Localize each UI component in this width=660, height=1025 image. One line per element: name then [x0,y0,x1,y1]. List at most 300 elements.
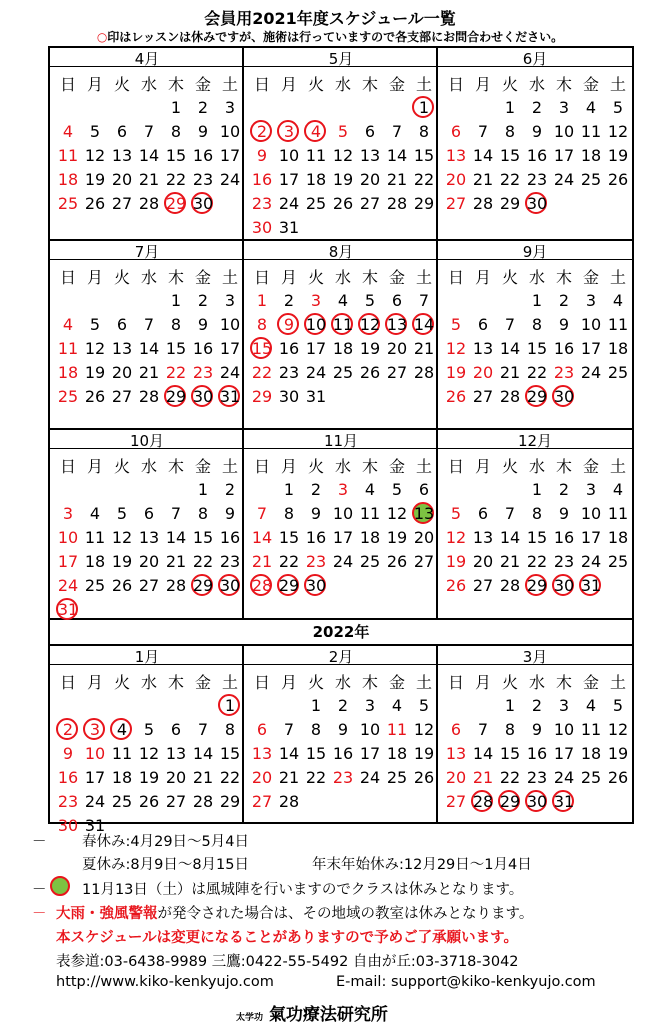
day-cell [189,385,217,409]
day-number: 27 [472,576,494,595]
day-number: 3 [585,291,597,310]
day-cell [54,718,82,742]
day-cell [604,694,632,718]
day-number: 10 [57,528,79,547]
day-number: 1 [531,291,543,310]
day-cell [550,718,578,742]
day-number: 12 [138,744,160,763]
day-number: 30 [553,387,575,406]
day-number: 6 [116,315,128,334]
day-cell [216,337,244,361]
day-number: 18 [359,528,381,547]
day-cell [604,502,632,526]
day-number: 16 [57,768,79,787]
day-cell [275,361,303,385]
day-cell [469,526,497,550]
day-number: 14 [472,744,494,763]
day-number: 7 [477,720,489,739]
day-cell [135,192,163,216]
weekday-label: 金 [388,457,405,476]
day-cell [329,502,357,526]
day-cell [81,766,109,790]
day-number: 31 [305,387,327,406]
day-number: 18 [580,146,602,165]
day-cell [81,385,109,409]
day-number: 20 [138,552,160,571]
day-cell [410,120,438,144]
day-number: 29 [278,576,300,595]
day-number: 4 [612,291,624,310]
day-number: 14 [138,339,160,358]
day-number: 17 [57,552,79,571]
day-cell [356,526,384,550]
day-cell [135,337,163,361]
day-number: 2 [337,696,349,715]
day-cell [162,550,190,574]
day-cell [496,742,524,766]
day-cell [604,337,632,361]
day-cell [135,385,163,409]
day-cell [383,502,411,526]
day-number: 28 [138,387,160,406]
day-cell [162,289,190,313]
day-cell [442,790,470,814]
day-cell [248,790,276,814]
day-number: 15 [165,146,187,165]
logo: 太学功 氣功療法研究所 [236,1005,388,1025]
day-number: 25 [111,792,133,811]
day-cell [162,120,190,144]
weekday-label: 月 [280,268,297,287]
day-number: 27 [138,576,160,595]
day-cell [108,120,136,144]
day-cell [189,313,217,337]
day-cell [383,120,411,144]
day-number: 7 [143,122,155,141]
weekday-label: 日 [447,268,464,287]
day-number: 5 [116,504,128,523]
day-number: 6 [477,315,489,334]
day-number: 11 [607,504,629,523]
weekday-label: 木 [361,75,378,94]
day-number: 29 [526,576,548,595]
day-cell [135,168,163,192]
day-cell [275,550,303,574]
weekday-label: 月 [86,75,103,94]
day-number: 17 [580,339,602,358]
day-cell [302,550,330,574]
day-number: 20 [165,768,187,787]
day-cell [54,144,82,168]
day-number: 9 [256,146,268,165]
year-label-2022: 2022年 [312,623,370,641]
day-cell [275,385,303,409]
day-cell [356,718,384,742]
day-cell [577,289,605,313]
day-number: 28 [165,576,187,595]
day-number: 13 [445,146,467,165]
day-number: 5 [450,504,462,523]
day-number: 14 [386,146,408,165]
day-cell [604,120,632,144]
day-cell [469,790,497,814]
day-number: 13 [472,528,494,547]
day-cell [81,502,109,526]
circle-mark-icon: ○ [96,30,108,44]
day-cell [550,574,578,598]
day-number: 17 [553,146,575,165]
day-cell [410,766,438,790]
day-number: 12 [607,122,629,141]
summer-break: 夏休み:8月9日～8月15日 [82,857,250,873]
day-number: 14 [138,146,160,165]
day-number: 12 [84,339,106,358]
day-number: 10 [553,122,575,141]
day-cell [383,718,411,742]
day-number: 14 [499,339,521,358]
day-number: 14 [413,315,435,334]
day-cell [162,718,190,742]
day-cell [189,742,217,766]
day-number: 16 [526,146,548,165]
day-number: 22 [251,363,273,382]
weekday-label: 月 [280,673,297,692]
weekday-label: 土 [609,457,626,476]
day-number: 29 [499,792,521,811]
dash-3: － [32,906,47,922]
day-cell [356,502,384,526]
day-cell [248,550,276,574]
day-cell [469,361,497,385]
day-cell [383,313,411,337]
day-cell [469,313,497,337]
weekday-label: 土 [415,268,432,287]
day-number: 14 [472,146,494,165]
day-cell [356,192,384,216]
day-cell [81,574,109,598]
month-label: 8月 [328,243,354,261]
day-number: 11 [359,504,381,523]
day-number: 30 [526,194,548,213]
day-number: 14 [192,744,214,763]
day-number: 17 [84,768,106,787]
day-cell [54,526,82,550]
day-number: 28 [192,792,214,811]
day-number: 20 [359,170,381,189]
day-number: 8 [310,720,322,739]
day-number: 3 [337,480,349,499]
day-cell [248,385,276,409]
day-cell [523,144,551,168]
weekday-label: 土 [415,75,432,94]
day-cell [410,313,438,337]
day-cell [442,144,470,168]
day-number: 8 [504,122,516,141]
day-number: 17 [278,170,300,189]
day-number: 4 [310,122,322,141]
day-number: 14 [165,528,187,547]
day-number: 31 [219,387,241,406]
day-number: 9 [531,720,543,739]
day-number: 15 [251,339,273,358]
day-cell [216,144,244,168]
day-cell [577,96,605,120]
day-number: 1 [418,98,430,117]
day-cell [135,742,163,766]
day-cell [302,361,330,385]
day-number: 26 [445,387,467,406]
day-cell [81,144,109,168]
day-number: 23 [332,768,354,787]
day-cell [550,289,578,313]
month-label: 6月 [522,50,548,68]
weekday-label: 水 [334,268,351,287]
day-number: 7 [170,504,182,523]
day-number: 17 [553,744,575,763]
day-cell [523,526,551,550]
day-number: 23 [526,170,548,189]
day-cell [248,526,276,550]
day-cell [54,120,82,144]
day-number: 22 [526,363,548,382]
day-number: 10 [332,504,354,523]
month-label: 7月 [134,243,160,261]
day-cell [81,120,109,144]
day-cell [577,120,605,144]
day-cell [189,361,217,385]
day-cell [383,289,411,313]
day-number: 19 [84,170,106,189]
day-cell [275,168,303,192]
day-number: 7 [197,720,209,739]
day-number: 24 [57,576,79,595]
weekday-label: 金 [582,268,599,287]
day-cell [108,385,136,409]
day-cell [135,502,163,526]
day-cell [496,550,524,574]
day-cell [275,502,303,526]
day-cell [469,550,497,574]
day-cell [135,144,163,168]
day-cell [248,502,276,526]
day-cell [162,574,190,598]
day-cell [216,550,244,574]
day-number: 30 [526,792,548,811]
day-cell [329,144,357,168]
day-number: 2 [531,696,543,715]
day-number: 9 [310,504,322,523]
weekday-label: 土 [609,75,626,94]
day-number: 4 [337,291,349,310]
weekday-label: 火 [113,673,130,692]
day-cell [383,337,411,361]
day-number: 10 [219,315,241,334]
day-number: 1 [504,98,516,117]
day-cell [54,742,82,766]
day-cell [275,526,303,550]
day-cell [550,766,578,790]
day-cell [189,526,217,550]
weekday-label: 木 [167,457,184,476]
month-label: 2月 [328,648,354,666]
day-cell [54,337,82,361]
day-cell [577,144,605,168]
weekday-label: 日 [447,673,464,692]
weekday-label: 金 [388,75,405,94]
day-cell [469,120,497,144]
day-number: 24 [278,194,300,213]
day-cell [410,550,438,574]
day-number: 17 [359,744,381,763]
weekday-label: 土 [221,75,238,94]
day-number: 16 [553,528,575,547]
day-cell [356,168,384,192]
day-cell [108,718,136,742]
day-number: 13 [251,744,273,763]
day-cell [189,192,217,216]
day-cell [275,478,303,502]
day-cell [189,120,217,144]
day-number: 11 [111,744,133,763]
day-number: 15 [165,339,187,358]
day-cell [302,718,330,742]
month-label: 3月 [522,648,548,666]
day-number: 23 [305,552,327,571]
day-number: 23 [251,194,273,213]
weekday-label: 水 [334,75,351,94]
weekday-label: 火 [113,268,130,287]
day-number: 2 [62,720,74,739]
day-number: 8 [504,720,516,739]
day-number: 21 [472,768,494,787]
day-cell [275,790,303,814]
day-cell [302,502,330,526]
day-cell [469,718,497,742]
weekday-label: 火 [501,457,518,476]
day-number: 27 [251,792,273,811]
day-cell [189,502,217,526]
email-link[interactable]: E-mail: support@kiko-kenkyujo.com [336,974,596,990]
day-number: 6 [143,504,155,523]
day-number: 5 [612,98,624,117]
day-cell [329,742,357,766]
day-cell [329,694,357,718]
day-number: 20 [386,339,408,358]
day-number: 13 [445,744,467,763]
day-number: 8 [256,315,268,334]
day-cell [383,550,411,574]
day-cell [54,814,82,838]
day-cell [356,144,384,168]
website-link[interactable]: http://www.kiko-kenkyujo.com [56,974,274,990]
day-number: 3 [62,504,74,523]
day-number: 18 [332,339,354,358]
day-cell [523,289,551,313]
day-cell [135,313,163,337]
day-number: 24 [305,363,327,382]
day-cell [189,790,217,814]
weekday-label: 水 [140,457,157,476]
weekday-label: 月 [280,75,297,94]
day-cell [135,574,163,598]
day-number: 4 [391,696,403,715]
day-cell [410,718,438,742]
day-number: 22 [278,552,300,571]
day-number: 20 [472,363,494,382]
weekday-label: 月 [474,673,491,692]
day-number: 13 [165,744,187,763]
storm-bold: 大雨・強風警報 [56,906,158,922]
year-divider-top [50,618,632,620]
day-number: 1 [531,480,543,499]
day-cell [469,144,497,168]
day-number: 28 [499,387,521,406]
day-cell [135,361,163,385]
day-cell [577,478,605,502]
day-cell [442,718,470,742]
day-number: 11 [305,146,327,165]
month-label: 4月 [134,50,160,68]
day-cell [162,742,190,766]
day-number: 21 [192,768,214,787]
day-cell [81,790,109,814]
weekday-label: 日 [59,268,76,287]
day-cell [302,337,330,361]
day-number: 18 [580,744,602,763]
day-cell [189,168,217,192]
day-cell [135,550,163,574]
day-number: 26 [445,576,467,595]
day-number: 5 [450,315,462,334]
day-number: 11 [84,528,106,547]
day-number: 21 [138,363,160,382]
day-cell [135,526,163,550]
day-cell [496,574,524,598]
day-number: 11 [332,315,354,334]
day-number: 19 [138,768,160,787]
weekday-label: 日 [59,457,76,476]
day-number: 24 [219,170,241,189]
day-number: 18 [607,528,629,547]
day-cell [81,337,109,361]
day-number: 9 [62,744,74,763]
day-number: 21 [138,170,160,189]
weekday-label: 土 [415,457,432,476]
day-cell [302,289,330,313]
day-number: 30 [251,218,273,237]
day-cell [410,742,438,766]
day-cell [54,313,82,337]
day-cell [302,168,330,192]
day-cell [550,478,578,502]
day-number: 14 [499,528,521,547]
day-number: 10 [359,720,381,739]
day-cell [248,313,276,337]
day-cell [356,313,384,337]
weekday-label: 木 [167,75,184,94]
day-number: 26 [138,792,160,811]
day-number: 1 [197,480,209,499]
weekday-label: 月 [474,457,491,476]
day-number: 15 [499,744,521,763]
day-number: 2 [197,291,209,310]
day-cell [162,766,190,790]
day-cell [410,502,438,526]
day-cell [496,766,524,790]
weekday-label: 金 [194,268,211,287]
day-cell [604,766,632,790]
day-cell [577,168,605,192]
